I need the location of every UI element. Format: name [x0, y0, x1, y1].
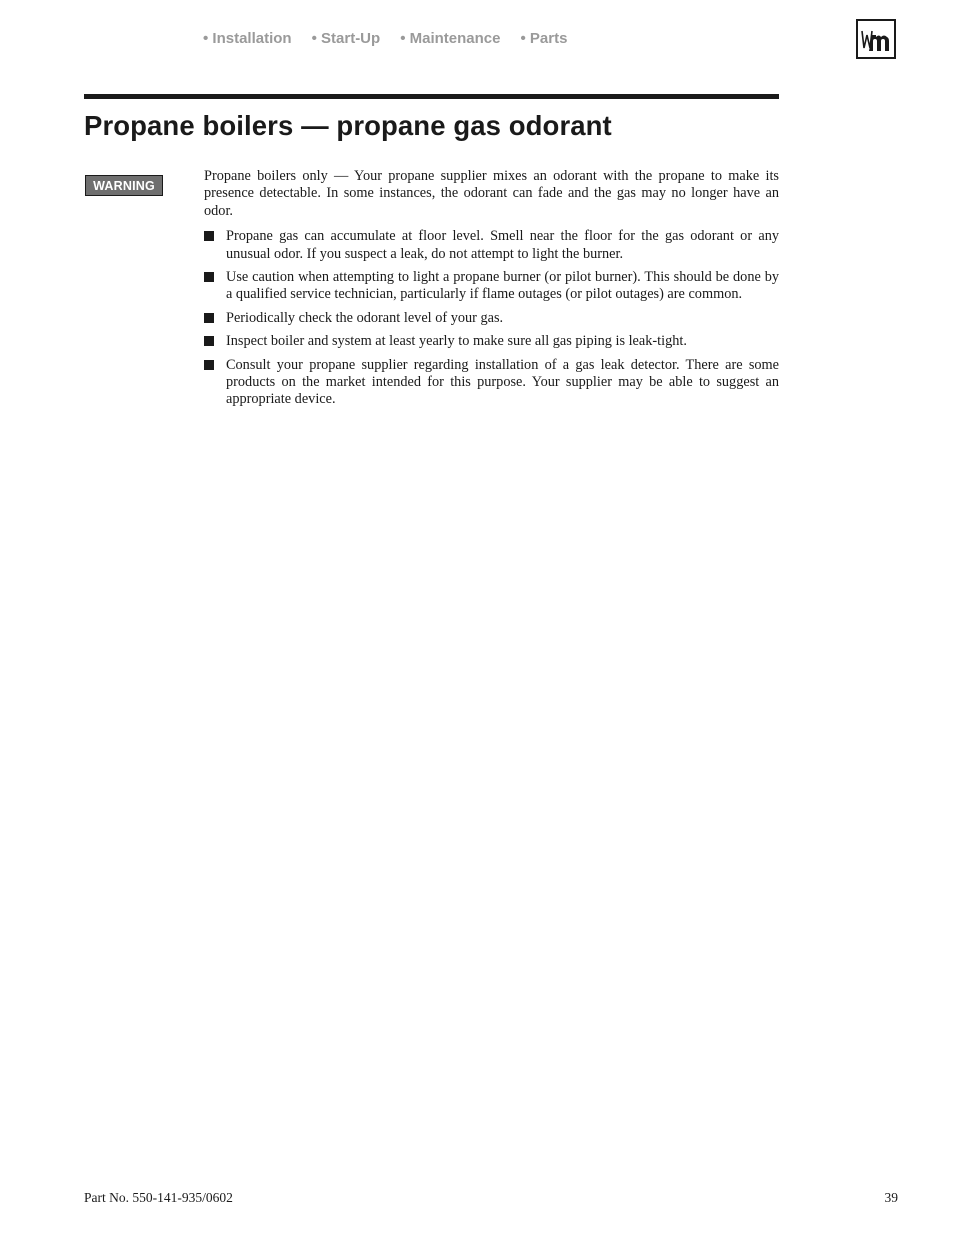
list-item-text: Inspect boiler and system at least yearly to make sure all gas piping is leak-tight.	[226, 333, 687, 350]
list-item-text: Propane gas can accumulate at floor level. Smell near the floor for the gas odorant or any unusual odor. If you suspect a leak, do not attempt to light the burner.	[226, 228, 779, 262]
page-number: 39	[884, 1190, 898, 1205]
list-item-text: Use caution when attempting to light a propane burner (or pilot burner). This should be done by a qualified service technician, particularly if flame outages (or pilot outages) are common.	[226, 269, 779, 303]
brand-logo	[856, 19, 896, 59]
bullet-square-icon	[204, 336, 214, 346]
list-item-text: Periodically check the odorant level of your gas.	[226, 309, 504, 326]
nav-parts[interactable]: • Parts	[520, 30, 568, 47]
title-rule	[84, 94, 779, 99]
top-nav	[203, 30, 567, 47]
warning-bullet-list	[204, 228, 779, 409]
wm-logo-icon	[860, 23, 892, 55]
bullet-square-icon	[204, 313, 214, 323]
warning-body	[204, 168, 779, 415]
nav-installation[interactable]: • Installation	[203, 30, 292, 47]
warning-intro: Propane boilers only — Your propane supplier mixes an odorant with the propane to make its presence detectable. In some instances, the odorant can fade and the gas may no longer have an odor.	[204, 168, 779, 219]
list-item	[204, 310, 779, 327]
list-item	[204, 333, 779, 350]
warning-badge: WARNING	[85, 175, 163, 196]
bullet-square-icon	[204, 360, 214, 370]
list-item	[204, 357, 779, 409]
nav-start-up[interactable]: • Start-Up	[311, 30, 381, 47]
bullet-square-icon	[204, 272, 214, 282]
part-number: Part No. 550-141-935/0602	[84, 1190, 233, 1205]
bullet-square-icon	[204, 231, 214, 241]
list-item-text: Consult your propane supplier regarding installation of a gas leak detector. There are some products on the market intended for this purpose. Your supplier may be able to suggest an appropriate device.	[226, 356, 779, 408]
list-item	[204, 269, 779, 304]
page-title: Propane boilers — propane gas odorant	[84, 110, 612, 141]
list-item	[204, 228, 779, 263]
nav-maintenance[interactable]: • Maintenance	[400, 30, 501, 47]
